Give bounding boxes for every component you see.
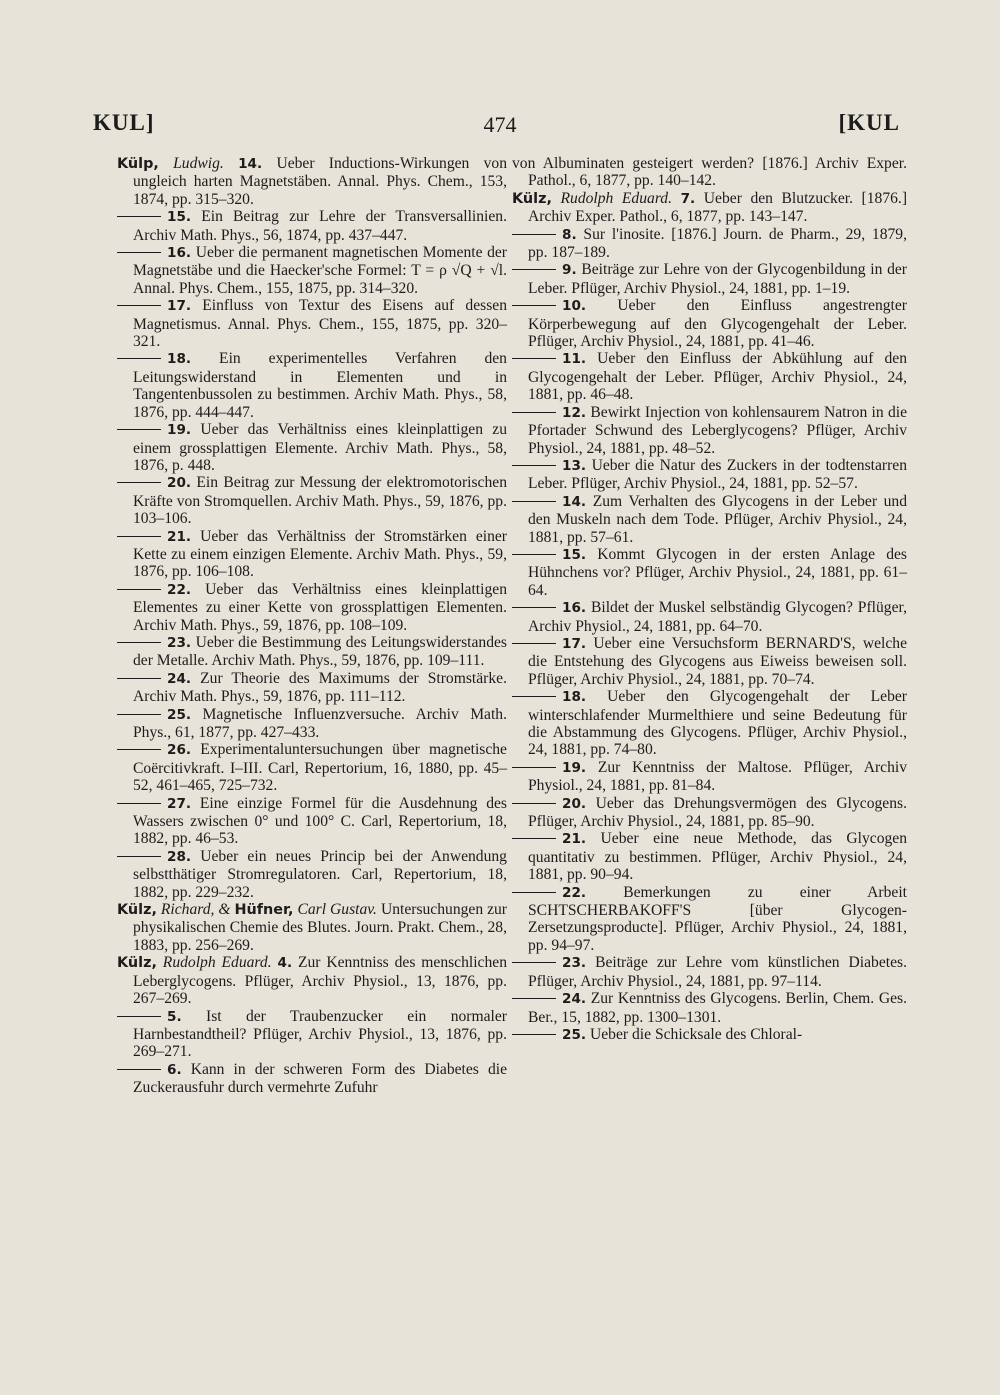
coauthor-given-names: Carl Gustav. <box>297 901 377 919</box>
author-given-names: Richard, & <box>160 901 235 919</box>
author-name: Külz, <box>512 190 552 207</box>
entry-text: Ueber eine neue Methode, das Glycogen quantitativ zu bestimmen. Pflüger, Archiv Physiol., 24, 1881, pp. 90–94. <box>528 830 908 884</box>
ditto-rule <box>117 358 161 359</box>
ditto-rule <box>512 305 556 306</box>
ditto-rule <box>117 642 161 643</box>
ditto-rule <box>512 643 556 644</box>
entry-text: Kommt Glycogen in der ersten Anlage des Hühnchens vor? Pflüger, Archiv Physiol., 24, 1881, pp. 61–64. <box>528 545 907 599</box>
bibliography-entry <box>512 884 907 955</box>
author-given-names: Rudolph Eduard. <box>560 189 673 207</box>
right-column <box>512 155 907 1044</box>
ditto-rule <box>117 714 161 715</box>
ditto-rule <box>512 962 556 963</box>
bibliography-entry <box>117 421 507 474</box>
entry-number: 18. <box>167 351 192 368</box>
entry-text: Zur Kenntniss der Maltose. Pflüger, Archiv Physiol., 24, 1881, pp. 81–84. <box>528 758 907 795</box>
ditto-rule <box>117 305 161 306</box>
entry-text: Ueber Inductions-Wirkungen von ungleich harten Magnetstäben. Annal. Phys. Chem., 153, 1874, pp. 315–320. <box>133 155 507 208</box>
entry-text: Ist der Traubenzucker ein normaler Harnbestandtheil? Pflüger, Archiv Physiol., 13, 1876, pp. 269–271. <box>133 1007 507 1061</box>
author-given-names: Rudolph Eduard. <box>162 954 272 972</box>
entry-number: 25. <box>562 1026 587 1043</box>
entry-text: Ueber den Glycogengehalt der Leber winterschlafender Murmelthiere und seine Bedeutung für die Abstammung des Glycogens. Pflüger, Archiv Physiol., 24, 1881, pp. 74–80. <box>528 688 907 759</box>
entry-text: Ueber die Schicksale des Chloral- <box>590 1025 803 1043</box>
entry-text: von Albuminaten gesteigert werden? [1876.] Archiv Exper. Pathol., 6, 1877, pp. 140–142. <box>512 155 907 190</box>
bibliography-entry <box>512 493 907 546</box>
entry-number: 17. <box>562 635 587 652</box>
entry-text: Zum Verhalten des Glycogens in der Leber und den Muskeln nach dem Tode. Pflüger, Archiv Physiol., 24, 1881, pp. 57–61. <box>528 492 907 546</box>
running-head-left: KUL] <box>93 110 155 135</box>
ditto-rule <box>117 749 161 750</box>
entry-text: Beiträge zur Lehre vom künstlichen Diabetes. Pflüger, Archiv Physiol., 24, 1881, pp. 97–114. <box>528 954 907 990</box>
bibliography-entry <box>117 954 507 1007</box>
entry-number: 17. <box>167 298 192 315</box>
bibliography-entry <box>512 457 907 493</box>
bibliography-entry <box>512 155 907 190</box>
ditto-rule <box>117 429 161 430</box>
entry-text: Ueber das Verhältniss eines kleinplattigen Elementes zu einer Kette von grossplattigen Elementen. Archiv Math. Phys., 59, 1876, pp. 108–109. <box>133 580 507 634</box>
entry-number: 25. <box>167 706 192 723</box>
entry-text: Magnetische Influenzversuche. Archiv Math. Phys., 61, 1877, pp. 427–433. <box>133 705 508 741</box>
entry-text: Ueber die Natur des Zuckers in der todtenstarren Leber. Pflüger, Archiv Physiol., 24, 1881, pp. 52–57. <box>528 456 908 493</box>
entry-text: Ueber das Drehungsvermögen des Glycogens. Pflüger, Archiv Physiol., 24, 1881, pp. 85–90. <box>528 794 907 831</box>
entry-text: Ueber den Einfluss angestrengter Körperbewegung auf den Glycogengehalt der Leber. Pflüger, Archiv Physiol., 24, 1881, pp. 41–46. <box>528 297 907 351</box>
entry-text: Sur l'inosite. [1876.] Journ. de Pharm., 29, 1879, pp. 187–189. <box>528 225 907 262</box>
bibliography-entry <box>117 901 507 954</box>
entry-text: Zur Kenntniss des menschlichen Leberglycogens. Pflüger, Archiv Physiol., 13, 1876, pp. 267–269. <box>133 954 507 1008</box>
entry-number: 21. <box>167 528 192 545</box>
ditto-rule <box>512 607 556 608</box>
ditto-rule <box>512 803 556 804</box>
bibliography-entry <box>512 990 907 1026</box>
bibliography-entry <box>512 297 907 350</box>
entry-number: 11. <box>562 351 587 368</box>
entry-number: 5. <box>167 1008 182 1025</box>
entry-number: 23. <box>562 955 587 972</box>
page-number: 474 <box>483 112 517 137</box>
entry-text: Ueber das Verhältniss eines kleinplattigen zu einem grossplattigen Elemente. Archiv Math. Phys., 58, 1876, p. 448. <box>133 421 507 474</box>
running-head-right: [KUL <box>838 110 900 135</box>
entry-text: Bildet der Muskel selbständig Glycogen? Pflüger, Archiv Physiol., 24, 1881, pp. 64–70. <box>528 599 907 635</box>
bibliography-entry <box>512 635 907 688</box>
entry-text: Ein Beitrag zur Messung der elektromotorischen Kräfte von Stromquellen. Archiv Math. Phys., 59, 1876, pp. 103–106. <box>133 474 507 528</box>
ditto-rule <box>117 252 161 253</box>
bibliography-entry <box>512 350 907 403</box>
entry-text: Ueber die permanent magnetischen Momente der Magnetstäbe und die Haecker'sche Formel: T = ρ √Q + √l. Annal. Phys. Chem., 155, 1875, pp. 314–320. <box>133 244 507 297</box>
entry-number: 10. <box>562 298 587 315</box>
bibliography-entry <box>117 297 507 350</box>
bibliography-entry <box>117 350 507 421</box>
entry-number: 22. <box>562 884 587 901</box>
entry-number: 14. <box>562 493 587 510</box>
ditto-rule <box>512 269 556 270</box>
bibliography-entry <box>512 688 907 759</box>
bibliography-entry <box>117 528 507 581</box>
entry-number: 15. <box>167 209 192 226</box>
ditto-rule <box>117 536 161 537</box>
entry-text: Ueber den Einfluss der Abkühlung auf den Glycogengehalt der Leber. Pflüger, Archiv Physiol., 24, 1881, pp. 46–48. <box>528 350 907 404</box>
bibliography-entry <box>512 190 907 226</box>
entry-number: 23. <box>167 634 192 651</box>
bibliography-entry <box>117 848 507 901</box>
ditto-rule <box>512 554 556 555</box>
entry-text: Ein experimentelles Verfahren den Leitungswiderstand in Elementen und in Tangentenbussolen zu bestimmen. Archiv Math. Phys., 58, 1876, pp. 444–447. <box>133 350 507 421</box>
ditto-rule <box>512 501 556 502</box>
entry-text: Ueber eine Versuchsform BERNARD'S, welche die Entstehung des Glycogens aus Eiweiss beweisen soll. Pflüger, Archiv Physiol., 24, 1881, pp. 70–74. <box>528 634 907 688</box>
entry-number: 28. <box>167 848 192 865</box>
bibliography-entry <box>512 830 907 883</box>
bibliography-entry <box>117 155 507 208</box>
entry-number: 26. <box>167 742 192 759</box>
entry-text: Untersuchungen zur physikalischen Chemie des Blutes. Journ. Prakt. Chem., 28, 1883, pp. 256–269. <box>133 901 508 954</box>
entry-text: Experimentaluntersuchungen über magnetische Coërcitivkraft. I–III. Carl, Repertorium, 16, 1880, pp. 45–52, 461–465, 725–732. <box>133 741 507 795</box>
ditto-rule <box>512 234 556 235</box>
ditto-rule <box>512 892 556 893</box>
entry-number: 8. <box>562 226 577 243</box>
entry-number: 20. <box>562 795 587 812</box>
author-given-names: Ludwig. <box>173 155 224 172</box>
ditto-rule <box>512 412 556 413</box>
bibliography-entry <box>117 706 507 742</box>
entry-text: Ueber ein neues Princip bei der Anwendung selbstthätiger Stromregulatoren. Carl, Repertorium, 18, 1882, pp. 229–232. <box>133 847 507 901</box>
entry-text: Beiträge zur Lehre von der Glycogenbildung in der Leber. Pflüger, Archiv Physiol., 24, 1881, pp. 1–19. <box>528 261 907 297</box>
bibliography-entry <box>117 1061 507 1097</box>
entry-text: Ueber den Blutzucker. [1876.] Archiv Exper. Pathol., 6, 1877, pp. 143–147. <box>528 189 908 226</box>
bibliography-entry <box>117 244 507 297</box>
ditto-rule <box>512 767 556 768</box>
entry-number: 19. <box>167 422 192 439</box>
entry-number: 16. <box>562 600 587 617</box>
ditto-rule <box>117 1016 161 1017</box>
bibliography-entry <box>117 795 507 848</box>
entry-number: 13. <box>562 457 587 474</box>
ditto-rule <box>512 358 556 359</box>
bibliography-entry <box>512 261 907 297</box>
ditto-rule <box>512 838 556 839</box>
entry-number: 14. <box>238 156 263 172</box>
bibliography-entry <box>117 670 507 706</box>
bibliography-entry <box>512 226 907 262</box>
entry-number: 12. <box>562 404 587 421</box>
entry-number: 18. <box>562 689 587 706</box>
entry-number: 27. <box>167 795 192 812</box>
author-name: Külz, <box>117 955 157 972</box>
bibliography-entry <box>512 759 907 795</box>
coauthor-name: Hüfner, <box>234 902 294 919</box>
ditto-rule <box>117 216 161 217</box>
ditto-rule <box>117 856 161 857</box>
entry-number: 24. <box>562 991 587 1008</box>
ditto-rule <box>512 998 556 999</box>
entry-number: 16. <box>167 245 192 262</box>
left-column <box>117 155 507 1097</box>
entry-number: 6. <box>167 1061 182 1078</box>
entry-text: Eine einzige Formel für die Ausdehnung des Wassers zwischen 0° und 100° C. Carl, Repertorium, 18, 1882, pp. 46–53. <box>133 794 507 848</box>
entry-text: Ein Beitrag zur Lehre der Transversallinien. Archiv Math. Phys., 56, 1874, pp. 437–447. <box>133 208 507 244</box>
ditto-rule <box>117 482 161 483</box>
entry-text: Zur Kenntniss des Glycogens. Berlin, Chem. Ges. Ber., 15, 1882, pp. 1300–1301. <box>528 990 907 1026</box>
ditto-rule <box>117 1069 161 1070</box>
ditto-rule <box>117 678 161 679</box>
bibliography-entry <box>117 634 507 670</box>
entry-text: Ueber das Verhältniss der Stromstärken einer Kette zu einem einzigen Elemente. Archiv Math. Phys., 59, 1876, pp. 106–108. <box>133 527 507 581</box>
ditto-rule <box>512 1034 556 1035</box>
bibliography-entry <box>117 741 507 794</box>
entry-number: 15. <box>562 546 587 563</box>
bibliography-entry <box>512 546 907 599</box>
bibliography-entry <box>117 581 507 634</box>
entry-number: 4. <box>277 955 293 972</box>
entry-number: 22. <box>167 581 192 598</box>
entry-number: 20. <box>167 475 192 492</box>
bibliography-entry <box>512 795 907 831</box>
ditto-rule <box>117 589 161 590</box>
entry-number: 24. <box>167 670 192 687</box>
author-name: Külp, <box>117 156 159 172</box>
ditto-rule <box>512 465 556 466</box>
entry-text: Bemerkungen zu einer Arbeit SCHTSCHERBAKOFF'S [über Glycogen-Zersetzungsproducte]. Pflüger, Archiv Physiol., 24, 1881, pp. 94–97. <box>528 883 907 954</box>
author-name: Külz, <box>117 902 157 919</box>
bibliography-entry <box>512 404 907 457</box>
entry-text: Zur Theorie des Maximums der Stromstärke. Archiv Math. Phys., 59, 1876, pp. 111–112. <box>133 669 507 706</box>
bibliography-entry <box>117 1008 507 1061</box>
entry-number: 21. <box>562 831 587 848</box>
entry-number: 7. <box>680 190 696 207</box>
entry-text: Ueber die Bestimmung des Leitungswiderstandes der Metalle. Archiv Math. Phys., 59, 1876, pp. 109–111. <box>133 633 507 670</box>
ditto-rule <box>512 696 556 697</box>
bibliography-entry <box>512 1026 907 1044</box>
entry-text: Kann in der schweren Form des Diabetes die Zuckerausfuhr durch vermehrte Zufuhr <box>133 1060 507 1097</box>
bibliography-entry <box>512 599 907 635</box>
bibliography-entry <box>117 474 507 527</box>
entry-number: 9. <box>562 262 577 279</box>
bibliography-entry <box>512 954 907 990</box>
entry-number: 19. <box>562 759 587 776</box>
bibliography-entry <box>117 208 507 244</box>
ditto-rule <box>117 803 161 804</box>
entry-text: Bewirkt Injection von kohlensaurem Natron in die Pfortader Schwund des Leberglycogens? Pflüger, Archiv Physiol., 24, 1881, pp. 48–52. <box>528 403 907 457</box>
entry-text: Einfluss von Textur des Eisens auf dessen Magnetismus. Annal. Phys. Chem., 155, 1875, pp. 320–321. <box>133 297 508 351</box>
